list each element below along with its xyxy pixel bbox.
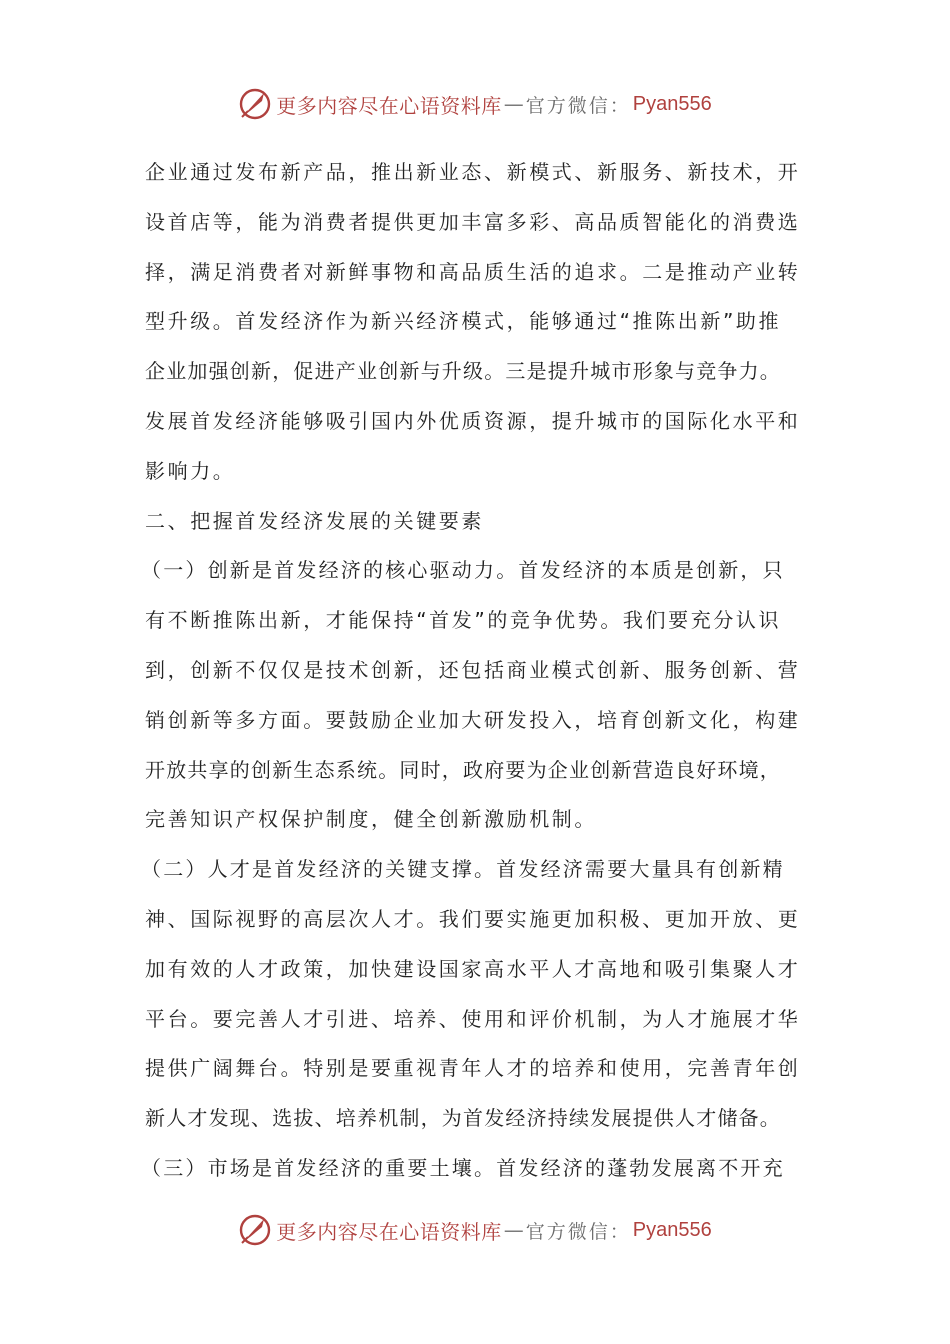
- text-line: 新人才发现、选拔、培养机制，为首发经济持续发展提供人才储备。: [145, 1106, 781, 1131]
- banner-title: 更多内容尽在心语资料库: [276, 1219, 502, 1244]
- text-line: 完善知识产权保护制度，健全创新激励机制。: [145, 807, 597, 832]
- banner-wechat-label: 官方微信：: [525, 1220, 631, 1243]
- quill-logo-icon: [238, 1213, 272, 1247]
- text-line: 发展首发经济能够吸引国内外优质资源，提升城市的国际化水平和: [145, 408, 801, 433]
- section-heading: 二、把握首发经济发展的关键要素: [145, 508, 484, 533]
- text-line: 销创新等多方面。要鼓励企业加大研发投入，培育创新文化，构建: [145, 707, 801, 732]
- header-banner: [0, 84, 950, 124]
- text-line: 企业通过发布新产品，推出新业态、新模式、新服务、新技术，开: [145, 160, 801, 184]
- text-line: 型升级。首发经济作为新兴经济模式，能够通过“推陈出新”助推: [145, 309, 782, 334]
- text-line: （一）创新是首发经济的核心驱动力。首发经济的本质是创新，只: [141, 558, 785, 583]
- banner-wechat-label: 官方微信：: [525, 94, 631, 117]
- banner-wechat-id: Pyan556: [632, 1218, 712, 1241]
- text-line: 加有效的人才政策，加快建设国家高水平人才高地和吸引集聚人才: [145, 956, 801, 981]
- text-line: 平台。要完善人才引进、培养、使用和评价机制，为人才施展才华: [145, 1006, 801, 1031]
- text-line: 企业加强创新，促进产业创新与升级。三是提升城市形象与竞争力。: [145, 359, 781, 384]
- text-line: 择，满足消费者对新鲜事物和高品质生活的追求。二是推动产业转: [145, 259, 801, 284]
- text-line: 有不断推陈出新，才能保持“首发”的竞争优势。我们要充分认识: [145, 608, 782, 633]
- text-line: 神、国际视野的高层次人才。我们要实施更加积极、更加开放、更: [145, 906, 801, 931]
- document-body: [141, 148, 815, 1194]
- banner-dash: —: [503, 1218, 524, 1242]
- text-line: 影响力。: [145, 458, 236, 483]
- footer-banner: [0, 1210, 950, 1250]
- text-line: 到，创新不仅仅是技术创新，还包括商业模式创新、服务创新、营: [145, 657, 801, 682]
- banner-dash: —: [503, 92, 524, 116]
- text-line: （三）市场是首发经济的重要土壤。首发经济的蓬勃发展离不开充: [141, 1155, 785, 1180]
- text-line: 设首店等，能为消费者提供更加丰富多彩、高品质智能化的消费选: [145, 209, 801, 234]
- text-line: 开放共享的创新生态系统。同时，政府要为企业创新营造良好环境，: [145, 757, 781, 782]
- banner-wechat-id: Pyan556: [632, 92, 712, 115]
- text-line: （二）人才是首发经济的关键支撑。首发经济需要大量具有创新精: [141, 857, 785, 882]
- banner-title: 更多内容尽在心语资料库: [276, 93, 502, 118]
- quill-logo-icon: [238, 87, 272, 121]
- text-line: 提供广阔舞台。特别是要重视青年人才的培养和使用，完善青年创: [145, 1056, 801, 1081]
